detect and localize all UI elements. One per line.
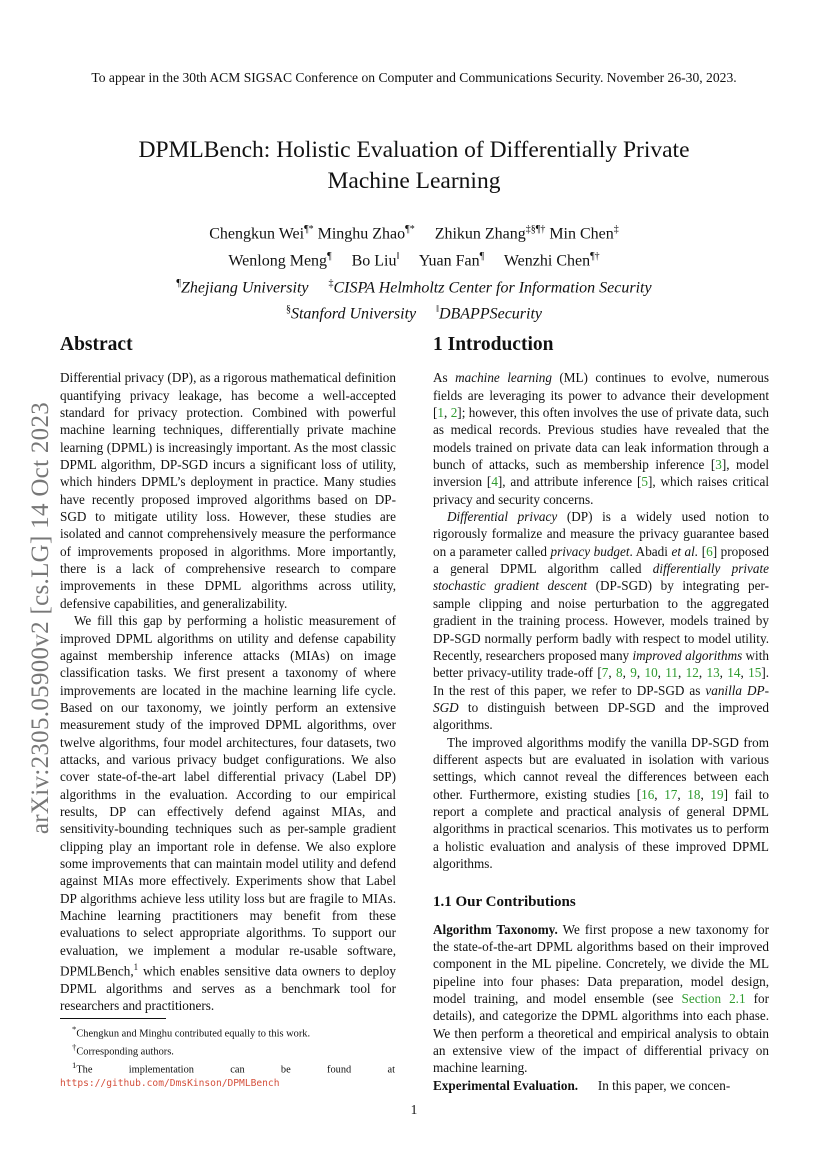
citation[interactable]: 11 [665, 665, 678, 681]
author-name: Wenlong Meng [228, 252, 328, 270]
text-run: In this paper, we concen- [578, 1077, 731, 1093]
text-run: ] fail to report a complete and practical analysis of general DPML algorithms in practical scenarios. This motivates us to perform a holistic evaluation and analysis of these improved DPML algorithms. [433, 786, 769, 871]
author-mark: ¶ [479, 250, 485, 262]
text-run: to distinguish between DP-SGD and the improved algorithms. [433, 699, 769, 733]
footnotes [60, 1018, 395, 1090]
introduction-heading: 1 Introduction [433, 334, 554, 355]
contrib-paragraph-2 [433, 1077, 769, 1094]
section-link[interactable]: Section 2.1 [681, 991, 746, 1007]
footnote-1 [60, 1023, 395, 1041]
emphasis: privacy budget [550, 543, 630, 559]
text-run: which enables sensitive data owners to deploy DPML algorithms and serves as a benchmark tool for researchers and practitioners. [60, 963, 396, 1014]
citation[interactable]: 13 [706, 665, 720, 681]
footnote-2 [60, 1041, 395, 1059]
author-name: Minghu Zhao [317, 225, 406, 243]
citation[interactable]: 5 [641, 474, 648, 490]
citation[interactable]: 15 [748, 665, 762, 681]
intro-paragraph-2: Differential privacy (DP) is a widely used notion to rigorously formalize and measure the privacy guarantee based on a parameter called privacy budget. Abadi et al. [6] proposed a general DPML algorithm called differentially private stochastic gradient descent (DP-SGD) by integrating per-sample clipping and noise perturbation to the aggregated gradient in the training process. However, models trained by DP-SGD normally perform badly with respect to model utility. Recently, researchers proposed many improved algorithms with better privacy-utility trade-off [7, 8, 9, 10, 11, 12, 13, 14, 15]. In the rest of this paper, we refer to DP-SGD as vanilla DP-SGD to distinguish between DP-SGD and the improved algorithms. [433, 509, 770, 733]
citation[interactable]: 9 [630, 665, 637, 681]
run-in-heading: Experimental Evaluation. [433, 1077, 579, 1093]
emphasis: Differential privacy [447, 509, 558, 525]
citation[interactable]: 17 [664, 786, 678, 802]
citation[interactable]: 14 [727, 665, 741, 681]
footnote-mark: 1 [72, 1059, 77, 1070]
author-line-2 [0, 246, 828, 273]
affiliation-mark: ‡ [328, 277, 334, 289]
text-run: We first propose a new taxonomy for the state-of-the-art DPML algorithms based on their improved component in the ML pipeline. Concretely, we divide the ML pipeline into four phases: Data preparation, model design, model training, and model ensemble (see [433, 921, 769, 1007]
affiliation-line-1 [0, 273, 828, 300]
left-column [60, 336, 396, 1014]
venue-line: To appear in the 30th ACM SIGSAC Conference on Computer and Communications Security. November 26-30, 2023. [91, 70, 737, 85]
affiliation-mark: ‖ [436, 304, 439, 316]
author-name: Bo Liu [351, 252, 397, 270]
author-line-1 [0, 219, 828, 246]
footnote-text: Chengkun and Minghu contributed equally to this work. [76, 1028, 311, 1040]
author-mark: ‡§¶† [525, 224, 546, 235]
footnote-mark: † [72, 1041, 77, 1052]
affiliation-line-2 [0, 299, 828, 326]
footnote-mark: * [72, 1024, 77, 1034]
text-run: for details), and categorize the DPML algorithms into each phase. We then perform a theoretical and empirical analysis to obtain an extensive view of the impact of differential privacy on machine learning. [433, 991, 769, 1076]
text-run: ], model inversion [ [433, 457, 769, 490]
citation[interactable]: 1 [437, 405, 444, 421]
run-in-heading: Algorithm Taxonomy. [433, 921, 558, 937]
citation[interactable]: 19 [710, 786, 724, 802]
contributions-heading: 1.1 Our Contributions [433, 894, 576, 911]
contrib-paragraph-1 [433, 921, 769, 1077]
intro-paragraph-3: The improved algorithms modify the vanilla DP-SGD from different aspects but are evaluated in isolation with various settings, which cannot reveal the differences between each other. Furthermore, existing studies [16, 17, 18, 19] fail to report a complete and practical analysis of general DPML algorithms in practical scenarios. This motivates us to perform a holistic evaluation and analysis of these improved DPML algorithms. [433, 734, 769, 871]
emphasis: differentially private stochastic gradient descent [433, 561, 769, 594]
affiliation: DBAPPSecurity [438, 305, 543, 323]
citation[interactable]: 4 [491, 474, 498, 490]
affiliation: Stanford University [290, 305, 417, 323]
author-mark: ¶* [405, 224, 415, 235]
citation[interactable]: 18 [687, 786, 701, 802]
text-run: ] proposed a general DPML algorithm called [433, 543, 769, 577]
footnote-rule [60, 1018, 166, 1019]
text-run: ], and attribute inference [ [497, 474, 642, 490]
right-column [433, 336, 769, 1094]
author-mark: ¶† [590, 250, 600, 262]
author-name: Yuan Fan [418, 252, 480, 270]
text-run: (ML) continues to evolve, numerous fields are leveraging its power to advance their development [ [433, 370, 769, 421]
footnote-ref: 1 [133, 962, 139, 973]
author-block [0, 219, 828, 326]
affiliation: Zhejiang University [180, 278, 309, 296]
text-run: . Abadi [629, 543, 672, 559]
author-name: Zhikun Zhang [434, 225, 526, 243]
emphasis: improved algorithms [632, 647, 743, 663]
intro-paragraph-1 [433, 369, 769, 508]
text-run: ]. In the rest of this paper, we refer to DP-SGD as [433, 665, 770, 698]
text-run: ], which raises critical privacy and security concerns. [433, 474, 769, 507]
author-mark: ‖ [396, 250, 400, 262]
citation[interactable]: 8 [616, 665, 623, 681]
text-run: We fill this gap by performing a holistic measurement of improved DPML algorithms on utility and defense capability against membership inference attacks (MIAs) on image classification tasks. We first present a taxonomy of where improvements are located in the machine learning life cycle. Based on our taxonomy, we jointly perform an extensive measurement study of the improved DPML algorithms, over twelve algorithms, four model architectures, four datasets, two attacks, and various privacy budget configurations. We also cover state-of-the-art label differential privacy (Label DP) algorithms in the evaluation. According to our empirical results, DP can effectively defend against MIAs, and sensitivity-bounding techniques such as per-sample gradient clipping play an important role in defense. We also explore some improvements that can maintain model utility and defend against MIAs more effectively. Experiments show that Label DP algorithms achieve less utility loss but are fragile to MIAs. Machine learning practitioners may benefit from these evaluations to select appropriate algorithms. To support our evaluation, we implement a modular re-usable software, DPMLBench, [60, 613, 396, 979]
citation[interactable]: 3 [715, 457, 722, 473]
text-run: with better privacy-utility trade-off [ [433, 647, 769, 681]
text-run: (DP) is a widely used notion to rigorously formalize and measure the privacy guarantee based on a parameter called [433, 509, 769, 559]
footnote-3 [60, 1059, 395, 1090]
arxiv-sidebar [21, 368, 61, 868]
abstract-paragraph-1: Differential privacy (DP), as a rigorous mathematical definition quantifying privacy leakage, has become a well-accepted standard for privacy protection. Combined with powerful machine learning techniques, differentially private machine learning (DPML) is increasingly important. As the most classic DPML algorithm, DP-SGD incurs a significant loss of utility, which hinders DPML’s deployment in practice. Many studies have recently proposed improved algorithms based on DP-SGD to mitigate utility loss. However, these studies are isolated and cannot comprehensively measure the performance of improvements proposed in algorithms. More importantly, there is a lack of comprehensive research to compare improvements in these DPML algorithms across utility, defensive capabilities, and generalizability. [60, 370, 396, 611]
github-link[interactable]: https://github.com/DmsKinson/DPMLBench [60, 1077, 280, 1089]
text-run: As [433, 370, 456, 386]
text-run: ]; however, this often involves the use of private data, such as medical records. Previous studies have revealed that the models trained on private data can leak information through a bunch of attacks, such as membership inference [ [433, 405, 770, 473]
text-run: The improved algorithms modify the vanilla DP-SGD from different aspects but are evaluated in isolation with various settings, which cannot reveal the differences between each other. Furthermore, existing studies [ [433, 734, 769, 802]
text-run: [ [698, 543, 707, 559]
citation[interactable]: 7 [601, 665, 609, 681]
abstract-heading: Abstract [60, 334, 133, 355]
citation[interactable]: 2 [450, 405, 458, 421]
author-name: Chengkun Wei [209, 225, 305, 243]
abstract-paragraph-2 [60, 612, 396, 1014]
author-mark: ¶ [327, 250, 332, 262]
author-mark: ¶* [304, 224, 314, 235]
emphasis: et al. [671, 543, 699, 559]
citation[interactable]: 12 [685, 665, 699, 681]
page-number: 1 [410, 1102, 418, 1117]
text-run: , [444, 405, 451, 421]
affiliation-mark: ¶ [176, 277, 181, 289]
citation[interactable]: 6 [706, 543, 713, 559]
author-name: Min Chen [549, 225, 614, 243]
arxiv-identifier: arXiv:2305.05900v2 [cs.LG] 14 Oct 2023 [27, 401, 54, 835]
footnote-text: The implementation can be found at [76, 1064, 395, 1076]
citation[interactable]: 16 [641, 786, 655, 802]
affiliation-mark: § [285, 304, 291, 316]
paper-title: DPMLBench: Holistic Evaluation of Differentially Private Machine Learning [138, 137, 690, 194]
emphasis: machine learning [455, 370, 552, 386]
author-name: Wenzhi Chen [503, 252, 591, 270]
affiliation: CISPA Helmholtz Center for Information Security [333, 278, 652, 296]
emphasis: vanilla DP-SGD [433, 682, 769, 715]
text-run: (DP-SGD) by integrating per-sample clipping and noise perturbation to the aggregated gradient in the training process. However, models trained by DP-SGD normally perform badly with respect to model utility. Recently, researchers proposed many [433, 578, 769, 663]
author-mark: ‡ [613, 224, 619, 235]
footnote-text: Corresponding authors. [76, 1046, 174, 1058]
citation[interactable]: 10 [644, 665, 658, 681]
